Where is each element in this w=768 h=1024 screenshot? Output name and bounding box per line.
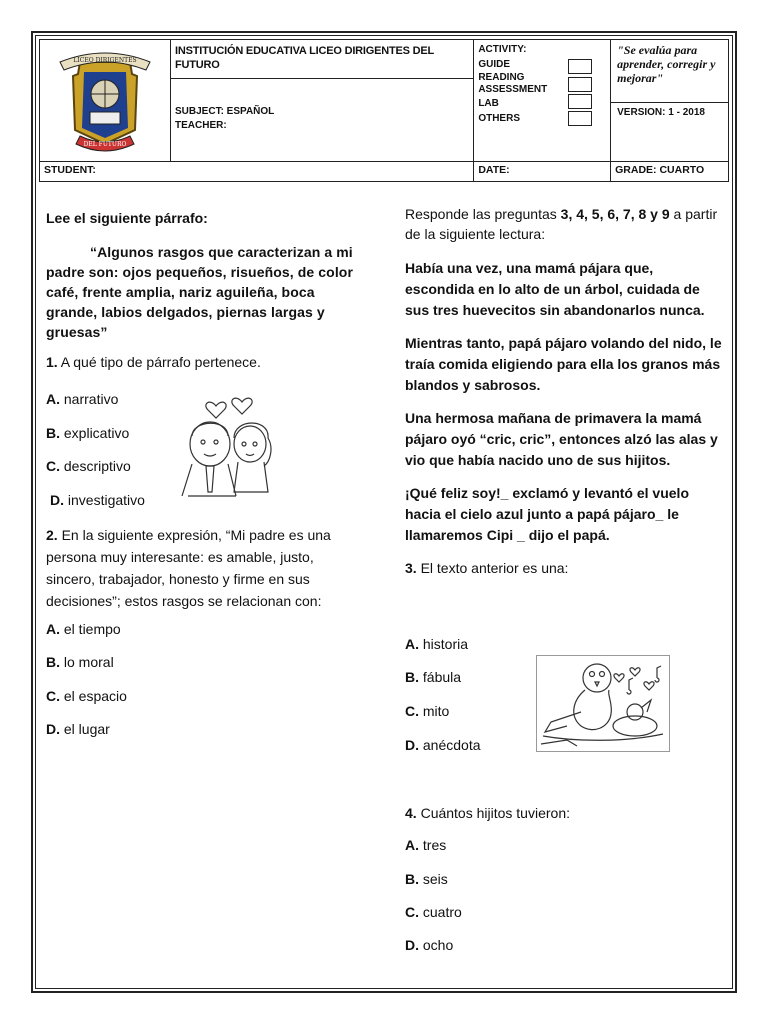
- q1-option-a[interactable]: A. narrativo: [46, 391, 119, 407]
- question-2-number: 2.: [46, 527, 58, 543]
- q4-option-a[interactable]: A. tres: [405, 837, 447, 853]
- story-paragraph-4: ¡Qué feliz soy!_ exclamó y levantó el vuelo hacia el cielo azul junto a papá pájaro_ le llamaremos Cipi _ dijo el papá.: [405, 485, 689, 543]
- activity-lab: LAB: [478, 98, 499, 109]
- grade-label: GRADE: CUARTO: [615, 164, 705, 176]
- activity-guide: GUIDE: [478, 59, 510, 70]
- assessment-checkbox[interactable]: [568, 94, 592, 109]
- logo-text-bottom: DEL FUTURO: [83, 141, 127, 148]
- q3-option-b[interactable]: B. fábula: [405, 669, 462, 685]
- question-1-number: 1.: [46, 354, 58, 370]
- teacher-label: TEACHER:: [175, 120, 227, 131]
- left-column: [46, 204, 366, 372]
- story-paragraph-3: Una hermosa mañana de primavera la mamá pájaro oyó “cric, cric”, entonces alzó las alas y vio que había nacido uno de sus hijitos.: [405, 410, 718, 468]
- logo-cell: [40, 40, 171, 162]
- activity-label: ACTIVITY:: [478, 44, 527, 55]
- motto-text: "Se evalúa para aprender, corregir y mejorar": [611, 40, 728, 103]
- q2-option-a[interactable]: A. el tiempo: [46, 621, 121, 637]
- q3-option-d[interactable]: D. anécdota: [405, 737, 481, 753]
- q1-option-c[interactable]: C. descriptivo: [46, 458, 131, 474]
- question-3: [405, 558, 725, 578]
- q4-option-d[interactable]: D. ocho: [405, 937, 454, 953]
- right-column: [405, 204, 725, 578]
- story-paragraph-1: Había una vez, una mamá pájara que, escondida en lo alto de un árbol, cuidada de sus tres huevecitos sin abandonarlos nunca.: [405, 260, 705, 318]
- q3-option-a[interactable]: A. historia: [405, 636, 469, 652]
- date-field[interactable]: [474, 162, 611, 182]
- q2-option-b[interactable]: B. lo moral: [46, 654, 114, 670]
- activity-others: OTHERS: [478, 113, 520, 124]
- grade-field: [611, 162, 729, 182]
- institution-cell: [171, 40, 474, 162]
- q3-option-c[interactable]: C. mito: [405, 703, 450, 719]
- lab-checkbox[interactable]: [568, 111, 592, 126]
- motto-cell: [611, 40, 729, 162]
- reading-instructions: Responde las preguntas 3, 4, 5, 6, 7, 8 y 9 a partir de la siguiente lectura:: [405, 206, 718, 242]
- birds-illustration: [536, 655, 670, 752]
- guide-checkbox[interactable]: [568, 59, 592, 74]
- reading-checkbox[interactable]: [568, 77, 592, 92]
- q4-option-c[interactable]: C. cuatro: [405, 904, 462, 920]
- subject-label: SUBJECT: ESPAÑOL: [175, 106, 275, 117]
- q4-option-b[interactable]: B. seis: [405, 871, 448, 887]
- question-2: [46, 524, 366, 612]
- question-1: [46, 352, 366, 372]
- father-paragraph: “Algunos rasgos que caracterizan a mi padre son: ojos pequeños, risueños, de color café, frente amplia, nariz aguileña, boca grande, labios delgados, piernas largas y gruesas”: [46, 244, 354, 340]
- q2-option-c[interactable]: C. el espacio: [46, 688, 127, 704]
- question-2-text: En la siguiente expresión, “Mi padre es una persona muy interesante: es amable, justo, sincero, trabajador, honesto y firme en sus decisiones”; estos rasgos se relacionan con:: [46, 527, 331, 609]
- version-label: VERSION: 1 - 2018: [617, 107, 705, 118]
- question-1-text: A qué tipo de párrafo pertenece.: [57, 354, 261, 370]
- q1-option-d[interactable]: D. investigativo: [50, 492, 145, 508]
- school-logo: [40, 40, 170, 158]
- question-4-block: [405, 803, 725, 823]
- question-numbers: 3, 4, 5, 6, 7, 8 y 9: [560, 206, 670, 222]
- question-4-number: 4.: [405, 805, 417, 821]
- activity-assessment: ASSESSMENT: [478, 84, 548, 95]
- reading-intro: Lee el siguiente párrafo:: [46, 210, 208, 226]
- father-daughter-illustration: [178, 392, 288, 504]
- question-3-number: 3.: [405, 560, 417, 576]
- question-2-block: [46, 524, 366, 612]
- date-label: DATE:: [478, 164, 510, 176]
- institution-name: INSTITUCIÓN EDUCATIVA LICEO DIRIGENTES DEL FUTURO: [171, 40, 473, 79]
- question-4: [405, 803, 725, 823]
- q1-option-b[interactable]: B. explicativo: [46, 425, 130, 441]
- q2-option-d[interactable]: D. el lugar: [46, 721, 110, 737]
- logo-text-top: LICEO DIRIGENTES: [73, 57, 137, 64]
- question-4-text: Cuántos hijitos tuvieron:: [416, 805, 570, 821]
- activity-reading: READING: [478, 72, 525, 83]
- question-3-text: El texto anterior es una:: [416, 560, 569, 576]
- activity-cell: [474, 40, 611, 162]
- header-table: [39, 39, 729, 182]
- student-field[interactable]: [40, 162, 474, 182]
- story-paragraph-2: Mientras tanto, papá pájaro volando del nido, le traía comida eligiendo para ella los granos más blandos y sabrosos.: [405, 335, 722, 393]
- student-label: STUDENT:: [44, 164, 96, 176]
